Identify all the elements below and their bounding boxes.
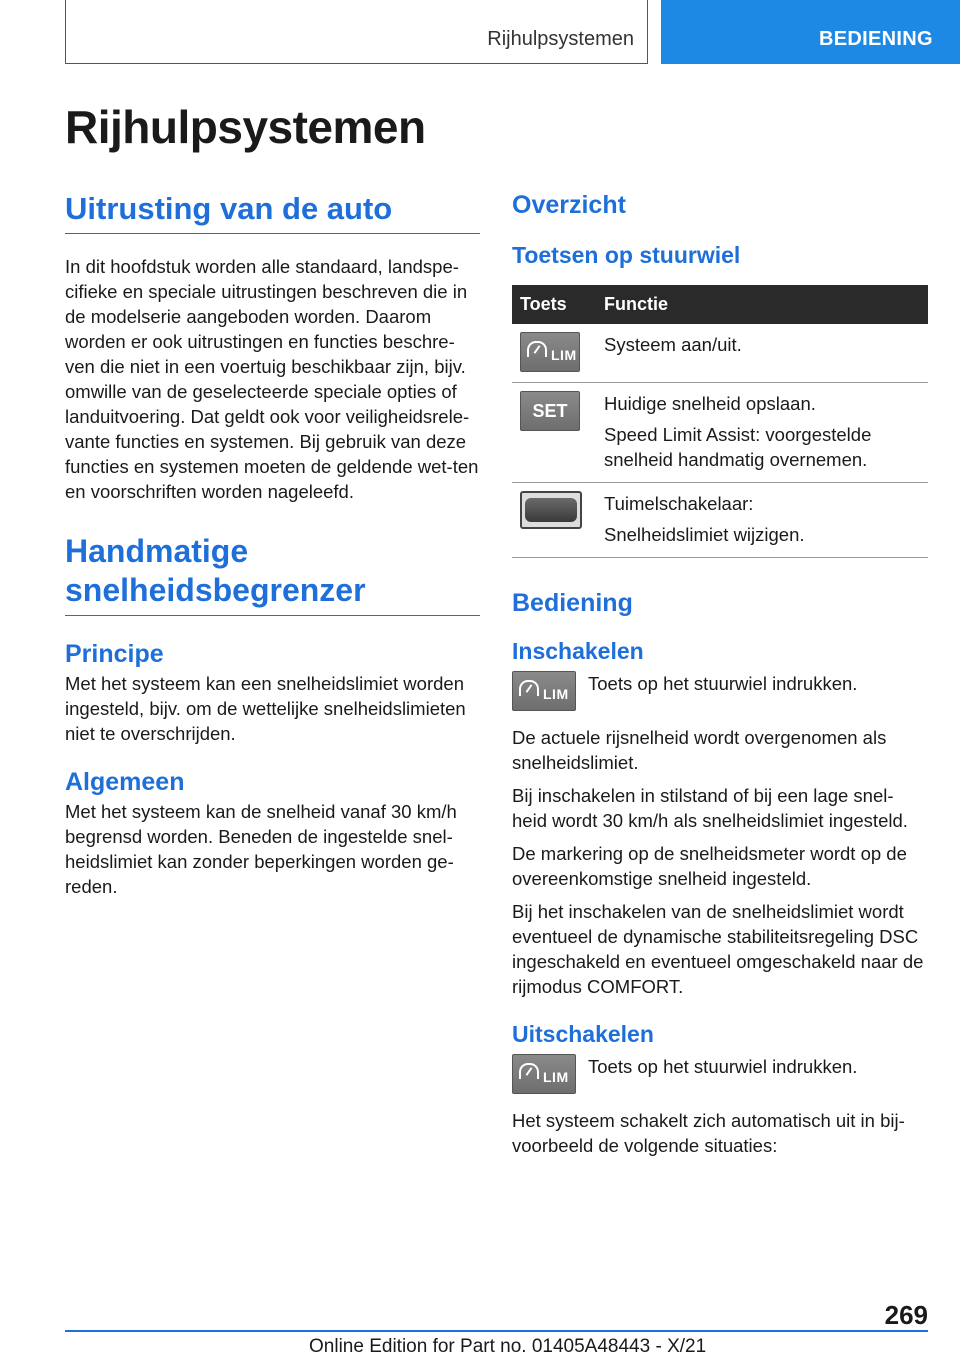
paragraph-on-1: De actuele rijsnelheid wordt overgenomen als snelheidslimiet. — [512, 727, 887, 773]
column-header-key: Toets — [512, 285, 596, 324]
footer-edition: Online Edition for Part no. 01405A48443 - X/21 — [309, 1336, 707, 1357]
switch-on-instruction — [512, 671, 928, 711]
paragraph-general: Met het systeem kan de snelheid vanaf 30 km/h begrensd worden. Beneden de ingestelde snel-heidslimiet kan zonder beperkingen worden ge-reden. — [65, 800, 457, 897]
key-label: LIM — [543, 1069, 569, 1085]
gauge-icon — [519, 1063, 539, 1079]
heading-operation: Bediening — [512, 589, 633, 617]
switch-off-instruction — [512, 1054, 928, 1094]
header-section-title: Rijhulpsystemen — [487, 28, 634, 50]
function-text: Huidige snelheid opslaan. — [604, 393, 816, 414]
paragraph-off: Het systeem schakelt zich automatisch uit in bij-voorbeeld de volgende situaties: — [512, 1110, 905, 1156]
right-column — [512, 190, 928, 1158]
function-text: Speed Limit Assist: voorgestelde snelheid handmatig overnemen. — [604, 424, 872, 470]
page-number: 269 — [884, 1300, 928, 1330]
key-label: SET — [532, 400, 568, 421]
paragraph-principle: Met het systeem kan een snelheidslimiet worden ingesteld, bijv. om de wettelijke snelheidslimieten niet te overschrijden. — [65, 672, 466, 744]
lim-button-icon — [512, 1054, 576, 1094]
heading-buttons: Toetsen op stuurwiel — [512, 242, 741, 268]
heading-overview: Overzicht — [512, 191, 626, 219]
table-row — [512, 483, 928, 558]
lim-button-icon — [512, 671, 576, 711]
instruction-text: Toets op het stuurwiel indrukken. — [588, 1056, 858, 1077]
heading-switch-on: Inschakelen — [512, 638, 644, 664]
lim-button-icon — [520, 332, 580, 372]
rocker-switch-icon — [520, 491, 582, 529]
function-text: Snelheidslimiet wijzigen. — [604, 524, 805, 545]
paragraph-equipment: In dit hoofdstuk worden alle standaard, landspe-cifieke en speciale uitrustingen beschreven die in de modelserie aangeboden worden. Daarom worden er ook uitrustingen en functies beschre-ven die niet in een voertuig beschikbaar zijn, bijv. omwille van de geselecteerde speciale opties of landuitvoering. Dat geldt ook voor veiligheidsrele-vante functies en systemen. Bij gebruik van deze functies en systemen moeten de geldende wet-ten en voorschriften worden nageleefd. — [65, 256, 479, 503]
page-title: Rijhulpsystemen — [65, 101, 426, 153]
chapter-tab-label: BEDIENING — [819, 28, 933, 50]
column-header-function: Functie — [596, 285, 928, 324]
heading-principle: Principe — [65, 639, 164, 668]
table-header-row — [512, 285, 928, 324]
instruction-text: Toets op het stuurwiel indrukken. — [588, 673, 858, 694]
key-label: LIM — [543, 686, 569, 702]
function-text: Systeem aan/uit. — [604, 334, 742, 355]
gauge-icon — [527, 341, 547, 357]
chapter-tab[interactable] — [661, 0, 960, 64]
heading-switch-off: Uitschakelen — [512, 1021, 654, 1047]
heading-limiter: Handmatige snelheidsbegrenzer — [65, 532, 480, 616]
function-text: Tuimelschakelaar: — [604, 493, 754, 514]
table-row — [512, 324, 928, 383]
table-row — [512, 383, 928, 483]
paragraph-on-4: Bij het inschakelen van de snelheidslimiet wordt eventueel de dynamische stabiliteitsregeling DSC ingeschakeld en eventueel omgeschakeld naar de rijmodus COMFORT. — [512, 901, 924, 997]
buttons-table — [512, 285, 928, 558]
paragraph-on-3: De markering op de snelheidsmeter wordt op de overeenkomstige snelheid ingesteld. — [512, 843, 907, 889]
set-button-icon — [520, 391, 580, 431]
footer-divider — [65, 1330, 928, 1332]
key-label: LIM — [551, 346, 577, 363]
heading-general: Algemeen — [65, 767, 185, 796]
gauge-icon — [519, 680, 539, 696]
paragraph-on-2: Bij inschakelen in stilstand of bij een lage snel-heid wordt 30 km/h als snelheidslimiet ingesteld. — [512, 785, 908, 831]
heading-equipment: Uitrusting van de auto — [65, 190, 480, 234]
left-column — [65, 190, 480, 899]
